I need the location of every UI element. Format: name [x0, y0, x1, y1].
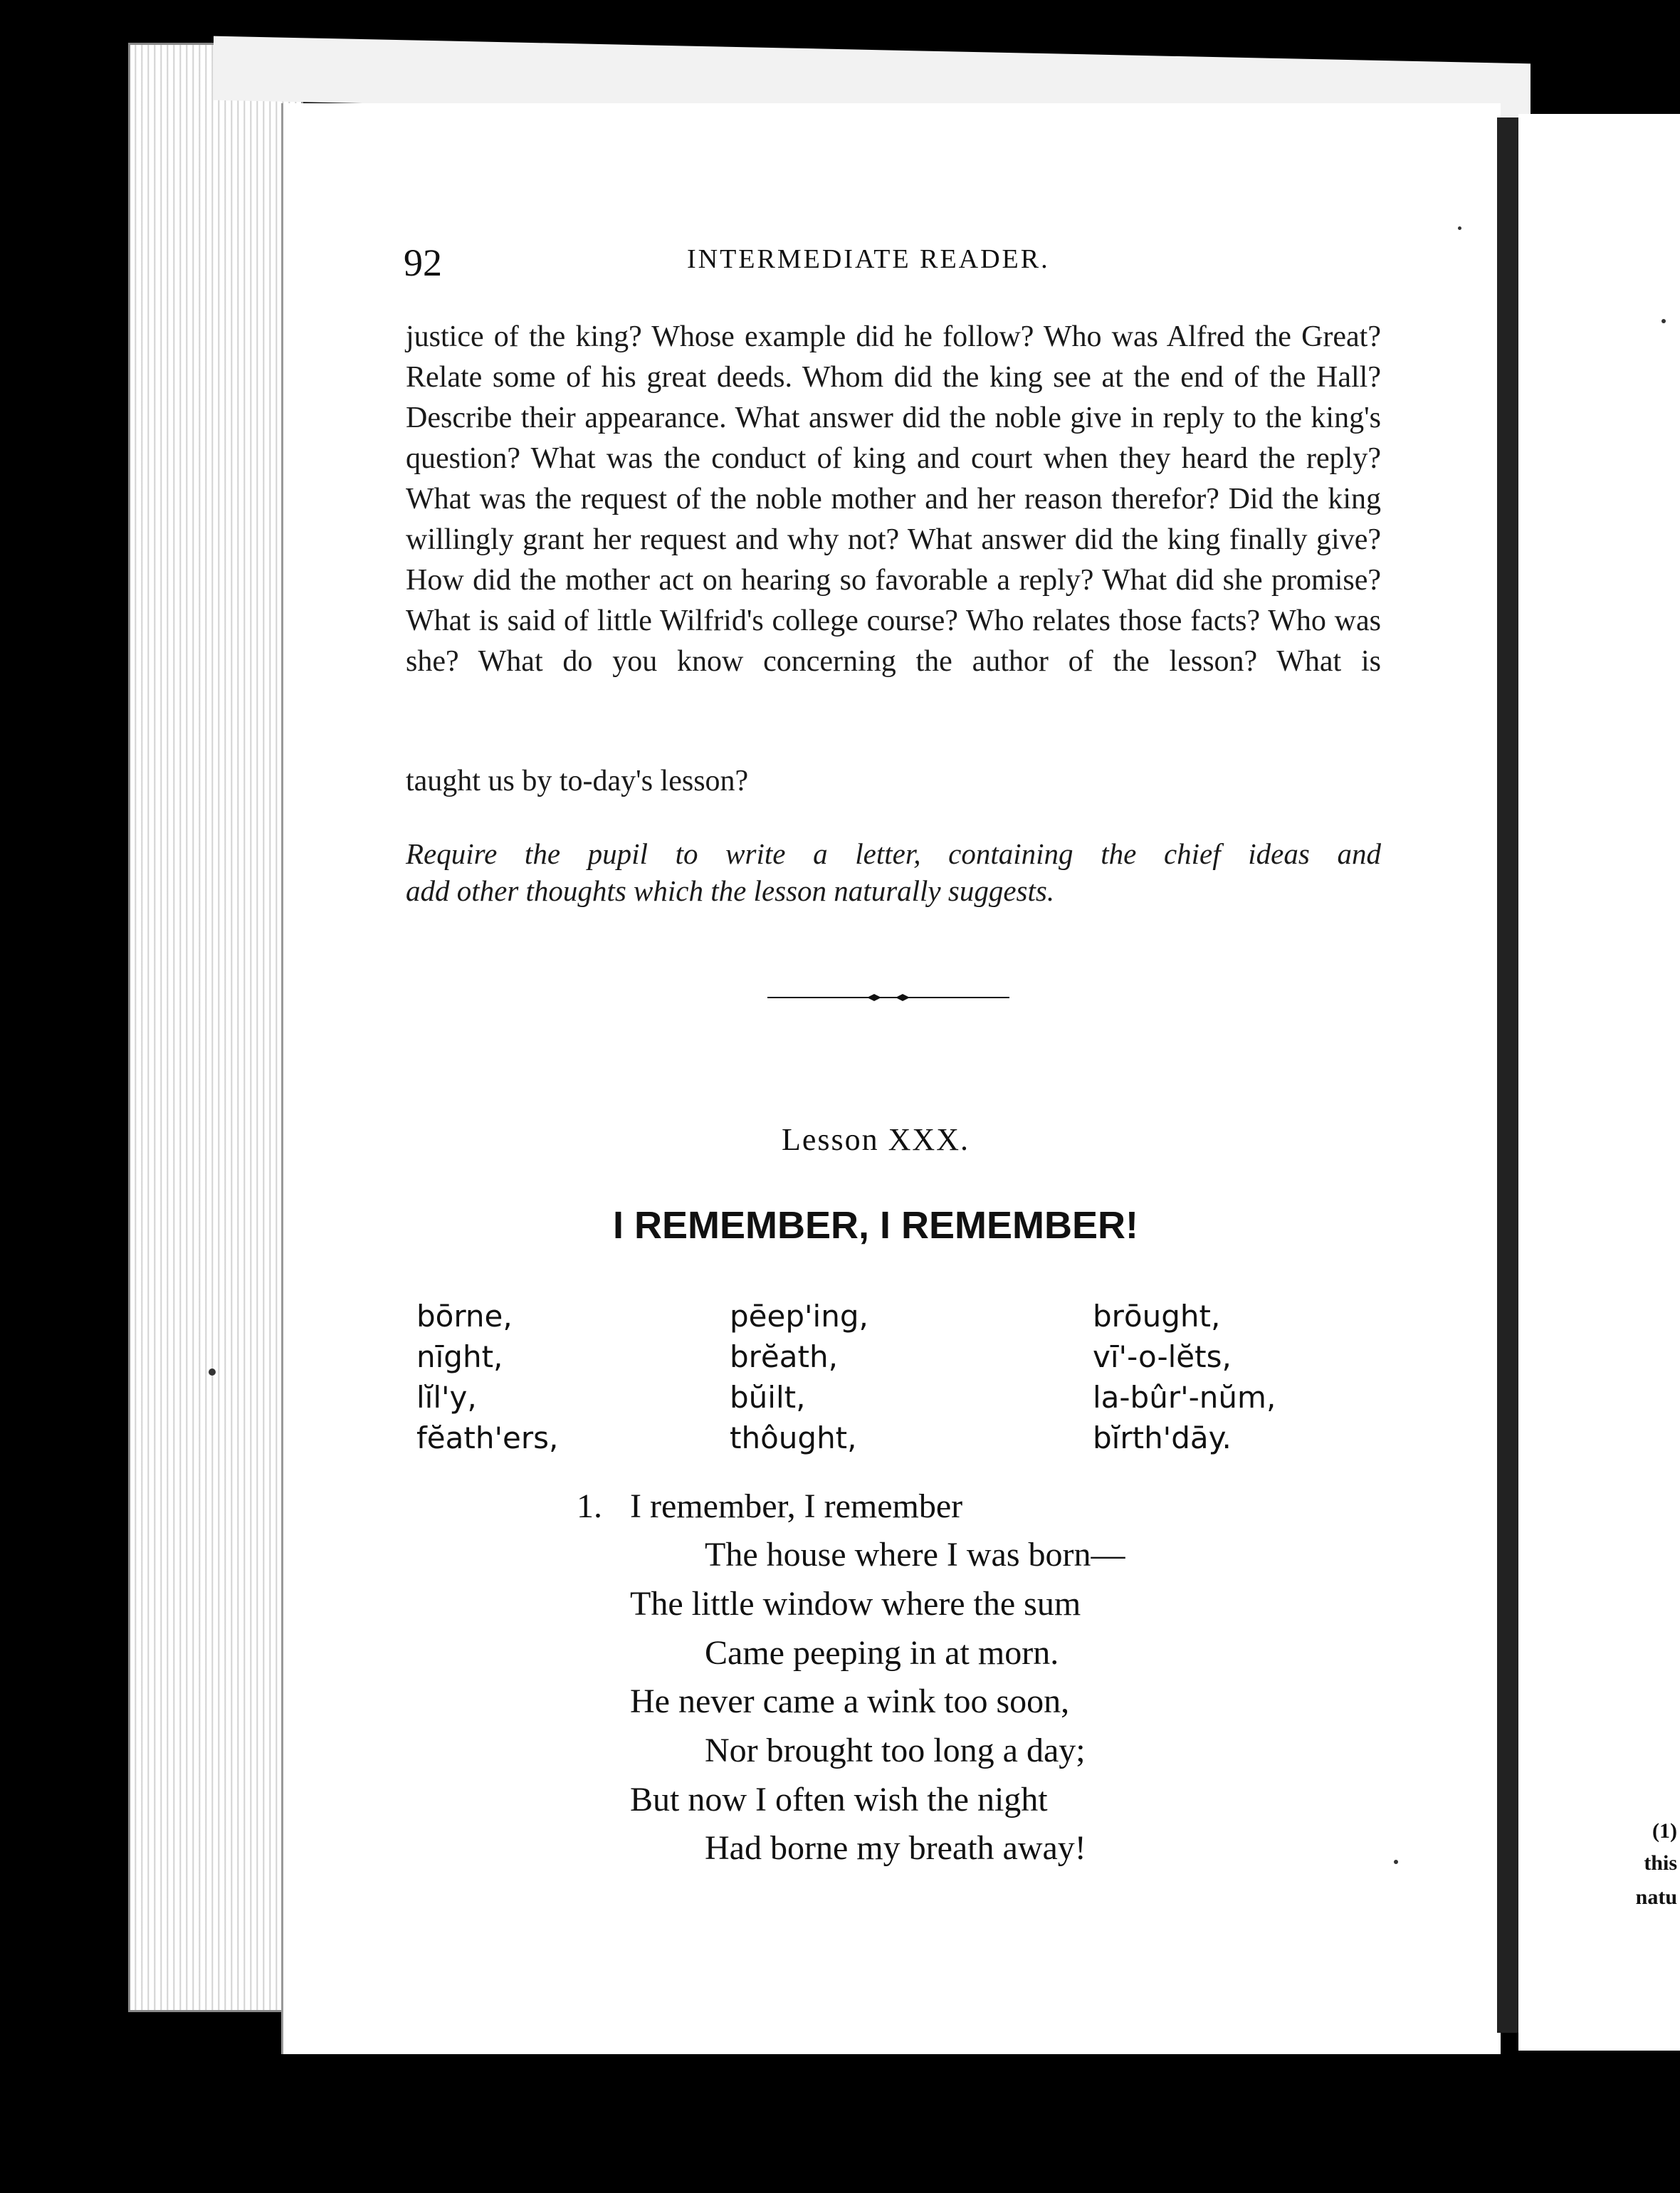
adjacent-page-fragment: (1) [1652, 1819, 1677, 1843]
poem-line: Nor brought too long a day; [705, 1732, 1086, 1769]
page-number: 92 [404, 241, 442, 284]
vocab-word: lĭl'y, [416, 1380, 477, 1415]
adjacent-page [1518, 114, 1680, 2051]
vocabulary-column-3 [1093, 1296, 1276, 1458]
review-questions-last-line: taught us by to-day's lesson? [406, 765, 749, 797]
vocabulary-column-2 [730, 1296, 868, 1458]
vocab-word: brōught, [1093, 1299, 1221, 1334]
adjacent-page-fragment: this [1644, 1851, 1677, 1875]
lesson-label: Lesson XXX. [782, 1122, 970, 1157]
ornamental-divider [767, 993, 1009, 1002]
vocab-word: bŭilt, [730, 1380, 806, 1415]
vocab-word: bōrne, [416, 1299, 513, 1334]
vocab-word: thôught, [730, 1420, 857, 1455]
vocab-word: vī'-o-lĕts, [1093, 1339, 1232, 1374]
running-head: INTERMEDIATE READER. [687, 244, 1050, 274]
vocab-word: pēep'ing, [730, 1299, 868, 1334]
vocab-word: bĭrth'dāy. [1093, 1420, 1232, 1455]
book-page-edges [128, 43, 303, 2012]
poem-line: Came peeping in at morn. [705, 1634, 1059, 1672]
stanza-number: 1. [577, 1487, 602, 1525]
poem-line: He never came a wink too soon, [630, 1682, 1070, 1720]
poem-line: Had borne my breath away! [705, 1829, 1086, 1867]
instruction-line-2: add other thoughts which the lesson naturally suggests. [406, 874, 1055, 907]
poem-line: But now I often wish the night [630, 1781, 1048, 1818]
poem-line: I remember, I remember [630, 1487, 963, 1525]
lesson-title: I REMEMBER, I REMEMBER! [612, 1204, 1139, 1247]
vocabulary-column-1 [416, 1296, 558, 1458]
poem-line: The house where I was born— [705, 1536, 1125, 1574]
book-gutter [1497, 117, 1518, 2033]
adjacent-page-fragment: natu [1635, 1885, 1677, 1909]
poem-line: The little window where the sum [630, 1585, 1081, 1623]
vocab-word: nīght, [416, 1339, 503, 1374]
instruction-line-1: Require the pupil to write a letter, containing the chief ideas and [406, 837, 1381, 870]
vocab-word: la-bûr'-nŭm, [1093, 1380, 1276, 1415]
review-questions: justice of the king? Whose example did he follow? Who was Alfred the Great? Relate some of his great deeds. Whom did the king see at the end of the Hall? Describe their appearance. What answer did the noble give in reply to the king's question? What was the conduct of king and court when they heard the reply? What was the request of the noble mother and her reason therefor? Did the king willingly grant her request and why not? What answer did the king finally give? How did the mother act on hearing so favorable a reply? What did she promise? What is said of little Wilfrid's college course? Who relates those facts? Who was she? What do you know concerning the author of the lesson? What is [406, 320, 1381, 678]
vocab-word: brĕath, [730, 1339, 838, 1374]
vocab-word: fĕath'ers, [416, 1420, 559, 1455]
